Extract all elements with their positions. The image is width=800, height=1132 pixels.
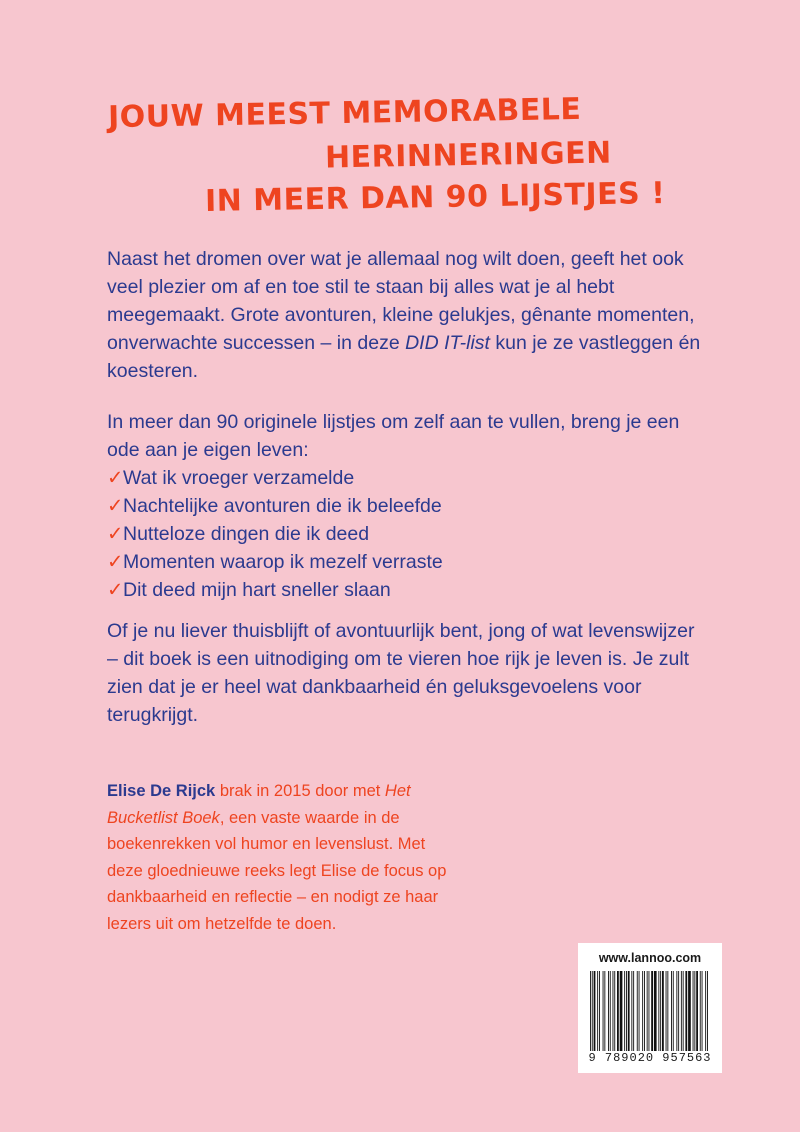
barcode-icon [590, 971, 712, 1051]
list-item: ✓ Dit deed mijn hart sneller slaan [107, 576, 707, 604]
list-item: ✓ Nachtelijke avonturen die ik beleefde [107, 492, 707, 520]
list-item: ✓ Momenten waarop ik mezelf verraste [107, 548, 707, 576]
isbn-number: 9 789020 957563 [588, 1051, 712, 1065]
barcode-bar [633, 971, 634, 1051]
headline-line-3: IN MEER DAN 90 LIJSTJES ! [204, 175, 666, 220]
barcode-bar [614, 971, 615, 1051]
checkmark-icon: ✓ [107, 579, 124, 601]
checkmark-icon: ✓ [107, 551, 124, 573]
intro-book-title: DID IT-list [405, 332, 490, 354]
list-item: ✓ Nutteloze dingen die ik deed [107, 520, 707, 548]
barcode-bar [696, 971, 698, 1051]
barcode-bar [654, 971, 657, 1051]
barcode-bar [617, 971, 619, 1051]
barcode-bar [707, 971, 708, 1051]
checkmark-icon: ✓ [107, 495, 124, 517]
barcode-bar [694, 971, 695, 1051]
barcode-bar [647, 971, 648, 1051]
intro-text-before: Naast het dromen over wat je allemaal nog wilt doen, geeft het ook veel plezier om af en toe stil te staan bij alles wat je al hebt meegemaakt. Grote avonturen, kleine gelukjes, gênante momenten, onverwachte successen – in deze [107, 248, 695, 354]
intro-paragraph [107, 245, 707, 385]
barcode-bar [604, 971, 605, 1051]
barcode-bar [610, 971, 611, 1051]
list-item: ✓ Wat ik vroeger verzamelde [107, 464, 707, 492]
lists-intro-text: In meer dan 90 originele lijstjes om zelf aan te vullen, breng je een ode aan je eigen leven: [107, 411, 680, 461]
barcode-bar [683, 971, 684, 1051]
barcode-bar [685, 971, 687, 1051]
barcode-bar [599, 971, 600, 1051]
barcode-bar [639, 971, 640, 1051]
intro-text-after: kun je ze vastleggen én koesteren. [107, 332, 701, 382]
barcode-bar [644, 971, 645, 1051]
barcode-bar [613, 971, 614, 1051]
publisher-url: www.lannoo.com [598, 951, 702, 965]
barcode-bar [667, 971, 668, 1051]
barcode-bar [700, 971, 701, 1051]
checkmark-icon: ✓ [107, 523, 124, 545]
barcode-bar [620, 971, 623, 1051]
closing-text: Of je nu liever thuisblijft of avontuurlijk bent, jong of wat levenswijzer – dit boek is een uitnodiging om te vieren hoe rijk je leven is. Je zult zien dat je er heel wat dankbaarheid én geluksgevoelens voor terugkrijgt. [107, 620, 695, 726]
barcode-bar [626, 971, 627, 1051]
barcode-bar [649, 971, 650, 1051]
barcode-bar [608, 971, 609, 1051]
headline-line-1: JOUW MEEST MEMORABELE [107, 91, 582, 136]
barcode-bar [702, 971, 703, 1051]
author-name: Elise De Rijck [107, 782, 216, 800]
barcode-bar [676, 971, 677, 1051]
barcode-bar [660, 971, 661, 1051]
barcode-bar [705, 971, 706, 1051]
barcode-bar [590, 971, 591, 1051]
checkmark-icon: ✓ [107, 467, 124, 489]
barcode-bar [594, 971, 596, 1051]
author-bio: Elise De Rijck brak in 2015 door met Het Bucketlist Boek, een vaste waarde in de boekenrekken vol humor en levenslust. Met deze gloednieuwe reeks legt Elise de focus op dankbaarheid en reflectie – en nodigt ze haar lezers uit om hetzelfde te doen. [107, 782, 447, 933]
barcode-bar [658, 971, 659, 1051]
barcode-bar [678, 971, 679, 1051]
lists-paragraph [107, 408, 707, 604]
barcode-bar [673, 971, 674, 1051]
barcode-panel [578, 943, 722, 1073]
barcode-bar [688, 971, 691, 1051]
barcode-bar [666, 971, 667, 1051]
barcode-bar [624, 971, 625, 1051]
barcode-bar [628, 971, 630, 1051]
barcode-bar [631, 971, 632, 1051]
barcode-bar [642, 971, 643, 1051]
barcode-bar [603, 971, 604, 1051]
bio-book-title: Het Bucketlist Boek [107, 782, 411, 827]
barcode-bar [651, 971, 653, 1051]
checklist [107, 464, 707, 604]
closing-paragraph [107, 617, 707, 729]
barcode-bar [597, 971, 598, 1051]
barcode-bar [637, 971, 638, 1051]
barcode-bar [671, 971, 672, 1051]
barcode-bar [592, 971, 593, 1051]
barcode-bar [693, 971, 694, 1051]
headline-line-2: HERINNERINGEN [324, 135, 612, 176]
barcode-bar [681, 971, 682, 1051]
barcode-bar [662, 971, 664, 1051]
